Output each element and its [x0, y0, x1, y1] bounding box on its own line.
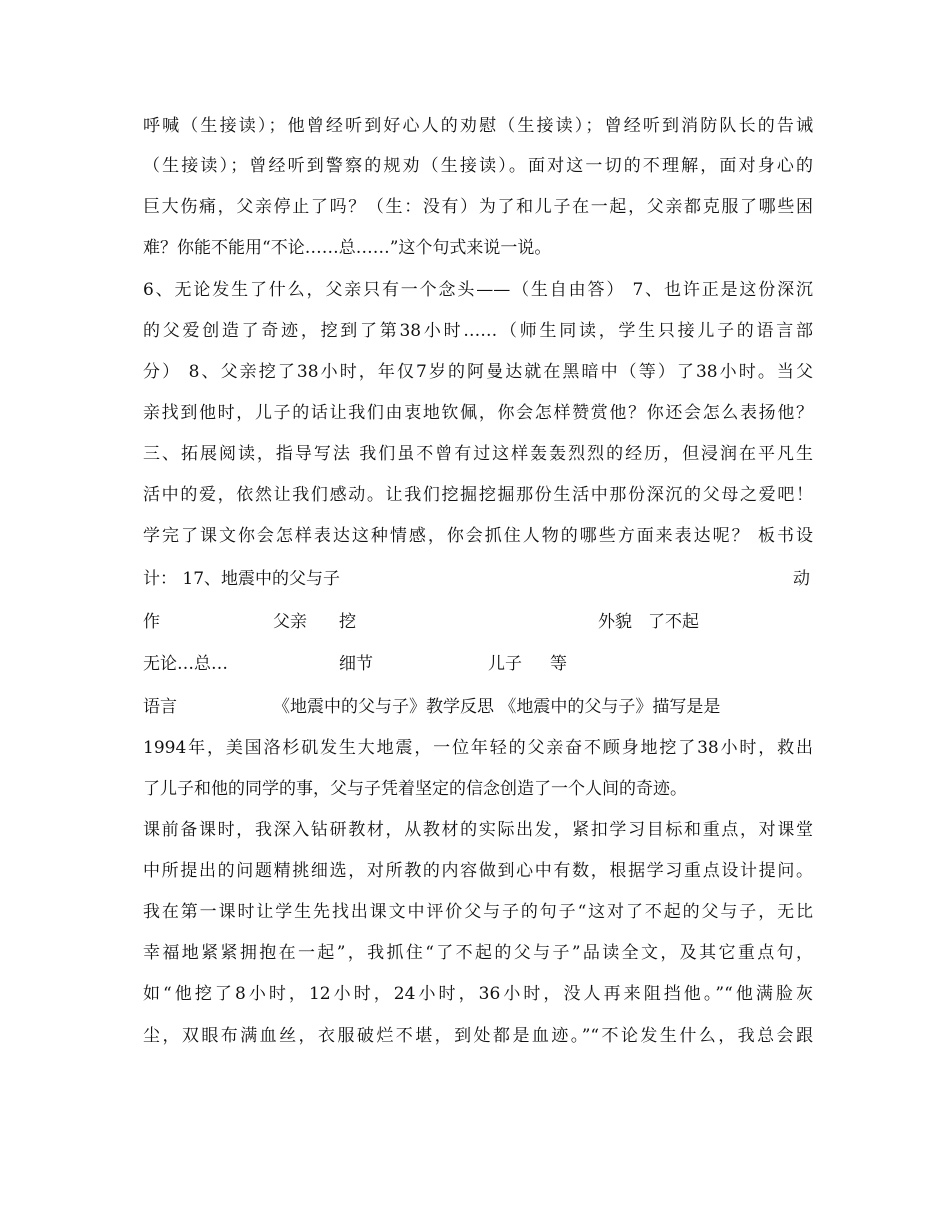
- board-item: 等: [550, 654, 567, 674]
- board-row: [143, 564, 813, 594]
- text-line: 学完了课文你会怎样表达这种情感，你会抓住人物的哪些方面来表达呢？ 板书设: [143, 526, 813, 546]
- text-line: 课前备课时，我深入钻研教材，从教材的实际出发，紧扣学习目标和重点，对课堂: [143, 820, 813, 840]
- board-title: 计： 17、地震中的父与子: [143, 569, 341, 589]
- text-line: 如“他挖了8小时，12小时，24小时，36小时，没人再来阻挡他。”“他满脸灰: [143, 984, 813, 1004]
- board-item: 作: [143, 612, 160, 632]
- text-line: 6、无论发生了什么，父亲只有一个念头——（生自由答） 7、也许正是这份深沉: [143, 280, 813, 300]
- board-item: 细节: [339, 654, 373, 674]
- board-item: 语言: [143, 697, 177, 717]
- text-line: 的父爱创造了奇迹，挖到了第38小时……（师生同读，学生只接儿子的语言部: [143, 321, 813, 341]
- text-line: 亲找到他时，儿子的话让我们由衷地钦佩，你会怎样赞赏他？你还会怎么表扬他？: [143, 403, 813, 423]
- text-line: 呼喊（生接读）；他曾经听到好心人的劝慰（生接读）；曾经听到消防队长的告诫: [143, 116, 813, 136]
- board-item: 动: [793, 569, 810, 589]
- text-line: 难？你能不能用“不论……总……”这个句式来说一说。: [143, 238, 552, 258]
- board-row: [143, 607, 813, 637]
- text-line: 了儿子和他的同学的事，父与子凭着坚定的信念创造了一个人间的奇迹。: [143, 779, 687, 799]
- text-line: 活中的爱，依然让我们感动。让我们挖掘挖掘那份生活中那份深沉的父母之爱吧！: [143, 485, 813, 505]
- board-item: 儿子: [488, 654, 522, 674]
- text-line: 中所提出的问题精挑细选，对所教的内容做到心中有数，根据学习重点设计提问。: [143, 861, 813, 881]
- text-line: 1994年，美国洛杉矶发生大地震，一位年轻的父亲奋不顾身地挖了38小时，救出: [143, 738, 813, 758]
- text-line: 巨大伤痛，父亲停止了吗？（生：没有）为了和儿子在一起，父亲都克服了哪些困: [143, 197, 813, 217]
- board-row: [143, 692, 813, 722]
- text-line: （生接读）；曾经听到警察的规劝（生接读）。面对这一切的不理解，面对身心的: [143, 156, 813, 176]
- board-item: 无论…总…: [143, 654, 228, 674]
- text-line: 我在第一课时让学生先找出课文中评价父与子的句子“这对了不起的父与子，无比: [143, 902, 813, 922]
- board-row: [143, 649, 813, 679]
- text-line: 幸福地紧紧拥抱在一起”，我抓住“了不起的父与子”品读全文，及其它重点句，: [143, 943, 813, 963]
- board-item: 了不起: [648, 612, 699, 632]
- board-item: 挖: [339, 612, 356, 632]
- text-line: 尘，双眼布满血丝，衣服破烂不堪，到处都是血迹。”“不论发生什么，我总会跟: [143, 1026, 813, 1046]
- text-line: 三、拓展阅读，指导写法 我们虽不曾有过这样轰轰烈烈的经历，但浸润在平凡生: [143, 444, 813, 464]
- text-line: 分） 8、父亲挖了38小时，年仅7岁的阿曼达就在黑暗中（等）了38小时。当父: [143, 362, 813, 382]
- board-item: 父亲: [273, 612, 307, 632]
- text-line: 《地震中的父与子》教学反思 《地震中的父与子》描写是是: [273, 697, 721, 717]
- board-item: 外貌: [598, 612, 632, 632]
